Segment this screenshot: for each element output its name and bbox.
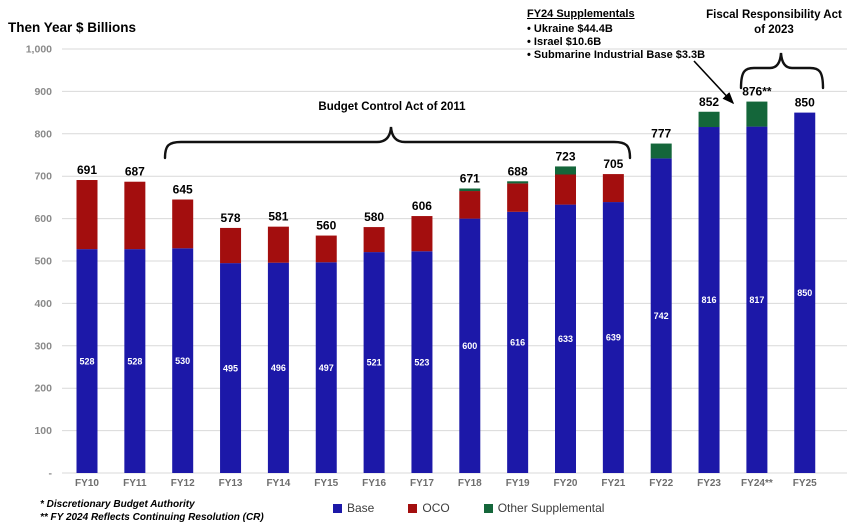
page-title: Then Year $ Billions	[8, 20, 137, 35]
legend	[333, 501, 638, 515]
bar-segment-oco	[507, 183, 528, 211]
bar-total-label: 850	[794, 95, 815, 110]
fra-annotation-line2: of 2023	[754, 23, 794, 36]
legend-swatch	[333, 504, 342, 513]
legend-swatch	[408, 504, 417, 513]
legend-item-other-supplemental	[484, 501, 605, 515]
bar-total-label: 777	[651, 126, 672, 141]
fiscal-responsibility-act-annotation	[698, 8, 850, 37]
bar-total-label: 691	[76, 163, 98, 178]
x-tick-label: FY12	[170, 478, 195, 489]
bar-segment-other-supplemental	[459, 188, 480, 191]
bar-base-value-label: 521	[366, 357, 382, 368]
bar-base-value-label: 639	[605, 332, 621, 343]
bar-total-label: 671	[459, 171, 480, 186]
bar-total-label: 606	[411, 199, 432, 214]
bar-total-label: 705	[603, 157, 624, 172]
bar-segment-oco	[268, 227, 289, 263]
legend-label: Base	[347, 501, 375, 515]
bar-total-label: 687	[124, 164, 145, 179]
fy24-supplementals-heading: FY24 Supplementals	[527, 8, 635, 20]
bar-total-label: 688	[507, 164, 528, 179]
bar-segment-other-supplemental	[555, 166, 576, 174]
fiscal-responsibility-act-brace	[741, 53, 823, 88]
y-tick-label: 900	[34, 85, 52, 98]
supplemental-item-ukraine: • Ukraine $44.4B	[527, 23, 705, 36]
x-tick-label: FY25	[792, 478, 817, 489]
y-tick-label: -	[48, 467, 52, 480]
bar-total-label: 580	[364, 210, 385, 225]
bar-total-label: 852	[699, 94, 720, 109]
bar-segment-oco	[459, 191, 480, 219]
y-tick-label: 1,000	[25, 43, 52, 56]
bar-segment-oco	[77, 180, 98, 249]
bar-total-label: 560	[316, 218, 337, 233]
x-tick-label: FY23	[697, 478, 722, 489]
footnote-continuing-resolution: ** FY 2024 Reflects Continuing Resolution (CR)	[40, 511, 264, 523]
bar-segment-other-supplemental	[507, 181, 528, 183]
legend-item-oco	[408, 501, 449, 515]
bar-base-value-label: 742	[653, 310, 669, 321]
bar-base-value-label: 850	[797, 288, 813, 298]
legend-item-base	[333, 501, 374, 515]
bar-base-value-label: 616	[510, 337, 526, 348]
footnotes	[40, 499, 264, 524]
bar-segment-oco	[172, 200, 193, 249]
bar-total-label: 876**	[742, 84, 772, 99]
bar-base-value-label: 600	[462, 341, 478, 351]
bar-base-value-label: 530	[175, 355, 191, 366]
supplemental-item-israel: • Israel $10.6B	[527, 36, 705, 49]
x-tick-label: FY17	[409, 478, 434, 489]
bar-base-value-label: 817	[749, 294, 765, 305]
bar-segment-other-supplemental	[651, 144, 672, 159]
bar-base-value-label: 528	[127, 356, 143, 367]
bar-segment-oco	[364, 227, 385, 252]
x-tick-label: FY15	[314, 478, 339, 489]
bar-segment-other-supplemental	[699, 112, 720, 127]
x-tick-label: FY20	[553, 478, 578, 489]
bar-segment-oco	[603, 174, 624, 202]
supplemental-item-submarine: • Submarine Industrial Base $3.3B	[527, 49, 705, 62]
x-tick-label: FY10	[75, 478, 99, 489]
bar-segment-oco	[555, 175, 576, 205]
bar-series	[77, 102, 816, 473]
y-tick-label: 600	[34, 213, 52, 226]
bar-base-value-label: 496	[270, 363, 286, 374]
bar-base-value-label: 497	[318, 362, 334, 373]
x-tick-label: FY24**	[741, 478, 773, 489]
bar-segment-oco	[411, 216, 432, 251]
x-tick-label: FY22	[649, 478, 674, 489]
x-tick-label: FY18	[457, 478, 482, 489]
bar-base-value-label: 495	[223, 363, 239, 374]
y-tick-label: 200	[34, 382, 52, 395]
y-tick-label: 300	[34, 340, 52, 353]
y-axis-labels	[26, 44, 53, 480]
x-tick-label: FY11	[123, 478, 147, 489]
budget-control-act-annotation: Budget Control Act of 2011	[318, 101, 466, 113]
bar-segment-oco	[316, 236, 337, 263]
bar-segment-other-supplemental	[746, 102, 767, 127]
bar-base-value-label: 633	[557, 334, 574, 345]
y-tick-label: 700	[34, 170, 52, 183]
bar-base-value-label: 816	[701, 295, 717, 306]
fra-annotation-line1: Fiscal Responsibility Act	[706, 9, 842, 21]
legend-label: OCO	[422, 501, 450, 515]
x-tick-label: FY19	[505, 478, 530, 489]
bar-segment-oco	[124, 182, 145, 249]
x-tick-label: FY13	[218, 478, 243, 489]
bar-segment-oco	[220, 228, 241, 263]
x-tick-label: FY14	[266, 478, 291, 489]
bar-total-label: 578	[220, 210, 241, 225]
y-tick-label: 500	[34, 255, 52, 268]
x-axis-labels	[75, 478, 817, 489]
bar-base-value-label: 523	[414, 357, 430, 368]
legend-label: Other Supplemental	[497, 501, 605, 515]
bar-base-value-label: 528	[79, 356, 95, 367]
bar-total-label: 723	[555, 149, 576, 164]
y-tick-label: 100	[34, 425, 52, 438]
y-tick-label: 400	[34, 297, 52, 310]
fy24-supplementals-annotation	[527, 8, 705, 62]
x-tick-label: FY16	[362, 478, 387, 489]
bar-total-label: 645	[172, 182, 193, 197]
bar-total-label: 581	[268, 209, 289, 224]
legend-swatch	[484, 504, 493, 513]
footnote-discretionary: * Discretionary Budget Authority	[40, 499, 195, 510]
y-tick-label: 800	[34, 128, 52, 141]
x-tick-label: FY21	[601, 478, 626, 489]
